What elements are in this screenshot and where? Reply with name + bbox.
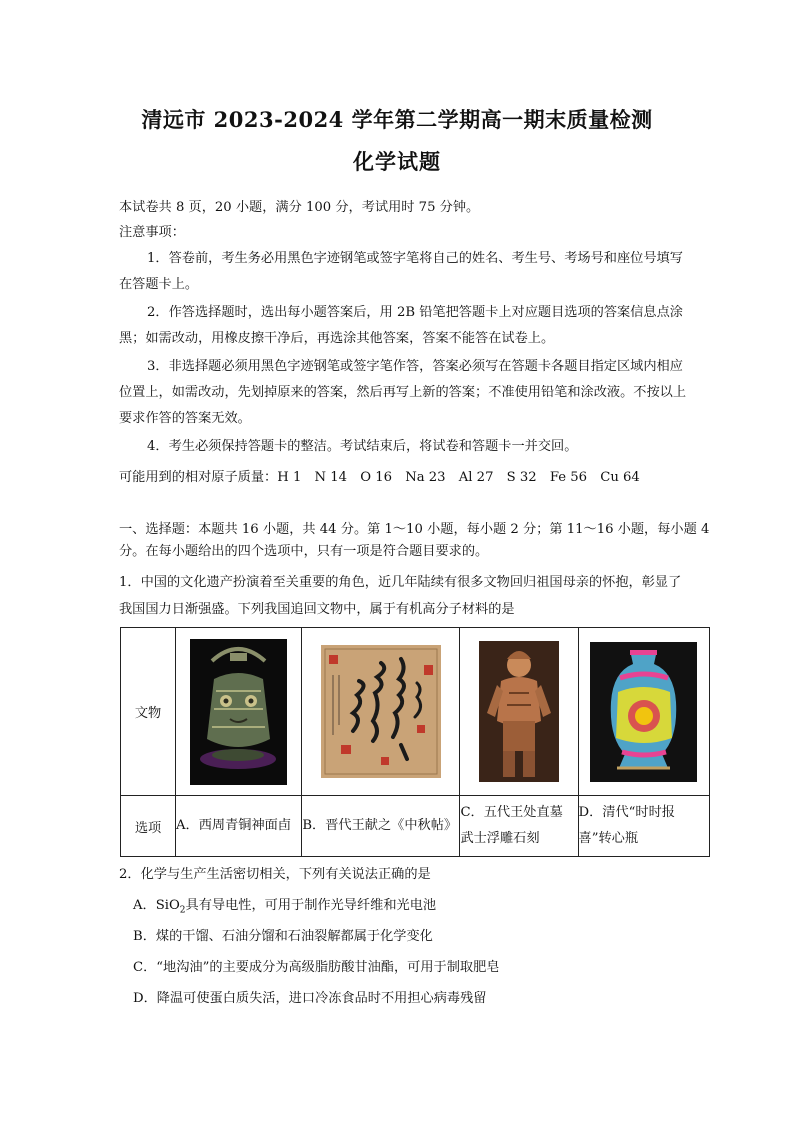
q2-option-b: B．煤的干馏、石油分馏和石油裂解都属于化学变化 [133,929,433,944]
q1-option-c-line-2: 武士浮雕石刻 [460,831,540,846]
bronze-vessel-image [190,639,287,785]
relic-image-cell-b [302,628,460,796]
porcelain-vase-image [590,642,697,782]
q1-option-b-text: B．晋代王献之《中秋帖》 [302,818,458,833]
warrior-relief-image [479,641,559,782]
relic-image-cell-a [176,628,302,796]
section-1-heading-line-2: 分。在每小题给出的四个选项中，只有一项是符合题目要求的。 [119,544,489,559]
relic-image-cell-c [460,628,578,796]
q1-option-d-line-2: 喜”转心瓶 [578,831,639,846]
relic-image-cell-d [578,628,709,796]
q2-option-a-subscript: 2 [179,905,186,916]
exam-summary: 本试卷共 8 页，20 小题，满分 100 分，考试用时 75 分钟。 [119,200,480,215]
rule-4-line-1: 4．考生必须保持答题卡的整洁。考试结束后，将试卷和答题卡一并交回。 [147,439,578,454]
rule-3-line-1: 3．非选择题必须用黑色字迹钢笔或签字笔作答，答案必须写在答题卡各题目指定区域内相应 [147,359,683,374]
q1-option-a [176,796,302,857]
rule-1-line-2: 在答题卡上。 [119,277,199,292]
q2-option-a-post: 具有导电性，可用于制作光导纤维和光电池 [185,898,437,913]
q1-option-c [460,796,578,857]
q1-stem-line-2: 我国国力日渐强盛。下列我国追回文物中，属于有机高分子材料的是 [119,602,515,617]
q2-option-a-pre: A．SiO [133,898,180,913]
row-label-relic: 文物 [121,628,176,796]
atomic-masses: 可能用到的相对原子质量：H 1 N 14 O 16 Na 23 Al 27 S 32 Fe 56 Cu 64 [119,470,640,485]
exam-subject: 化学试题 [353,149,441,174]
exam-title: 清远市 2023-2024 学年第二学期高一期末质量检测 [141,107,653,132]
q2-option-d: D．降温可使蛋白质失活，进口冷冻食品时不用担心病毒残留 [133,991,487,1006]
q1-option-d-line-1: D．清代“时时报 [578,805,675,820]
q1-option-c-line-1: C．五代王处直墓 [460,805,563,820]
relic-image-row [121,628,710,796]
notice-heading: 注意事项： [119,225,185,240]
q1-option-d [578,796,709,857]
q2-option-a [133,897,733,920]
rule-2-line-1: 2．作答选择题时，选出每小题答案后，用 2B 铅笔把答题卡上对应题目选项的答案信息点涂 [147,305,683,320]
rule-3-line-2: 位置上，如需改动，先划掉原来的答案，然后再写上新的答案；不准使用铅笔和涂改液。不按以上 [119,385,687,400]
q1-option-b [302,796,460,857]
q2-stem: 2．化学与生产生活密切相关，下列有关说法正确的是 [119,867,431,882]
row-label-option: 选项 [121,796,176,857]
relic-option-row [121,796,710,857]
q1-option-a-text: A．西周青铜神面卣 [176,818,292,833]
rule-3-line-3: 要求作答的答案无效。 [119,411,251,426]
section-1-heading-line-1: 一、选择题：本题共 16 小题，共 44 分。第 1～10 小题，每小题 2 分；第 11～16 小题，每小题 4 [119,522,710,537]
q1-relic-table [120,627,710,857]
rule-2-line-2: 黑；如需改动，用橡皮擦干净后，再选涂其他答案，答案不能答在试卷上。 [119,331,555,346]
calligraphy-scroll-image [321,645,441,778]
q1-stem-line-1: 1．中国的文化遗产扮演着至关重要的角色，近几年陆续有很多文物回归祖国母亲的怀抱，彰显了 [119,575,682,590]
rule-1-line-1: 1．答卷前，考生务必用黑色字迹钢笔或签字笔将自己的姓名、考生号、考场号和座位号填写 [147,251,683,266]
q2-option-c: C．“地沟油”的主要成分为高级脂肪酸甘油酯，可用于制取肥皂 [133,960,500,975]
